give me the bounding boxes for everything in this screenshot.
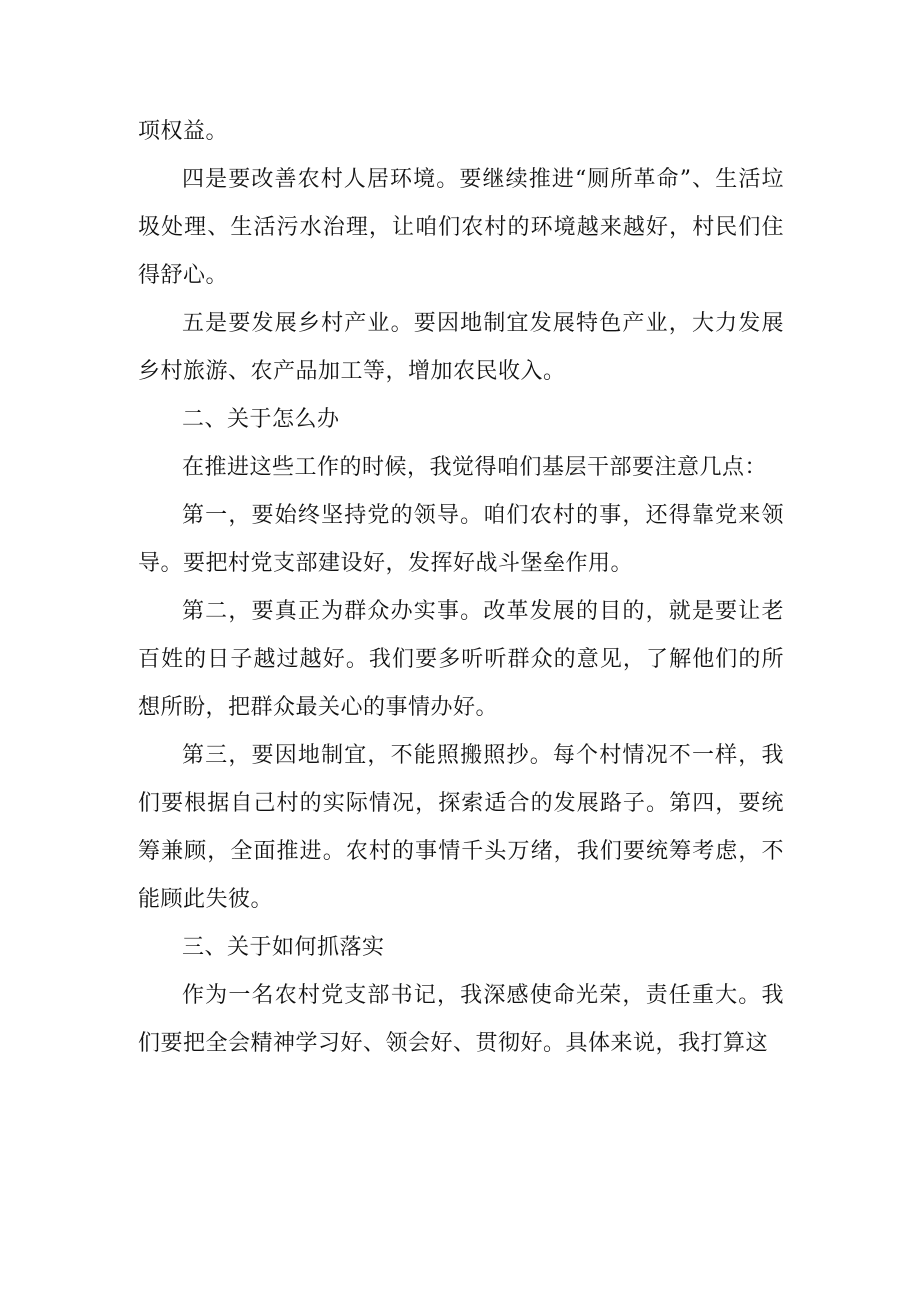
paragraph-living-environment: 四是要改善农村人居环境。要继续推进“厕所革命”、生活垃圾处理、生活污水治理，让咱们农村的环境越来越好，村民们住得舒心。 [138, 167, 784, 288]
paragraph-continuation: 项权益。 [138, 119, 229, 144]
paragraph-point-three-four: 第三，要因地制宜，不能照搬照抄。每个村情况不一样，我们要根据自己村的实际情况，探索适合的发展路子。第四，要统筹兼顾，全面推进。农村的事情千头万绪，我们要统筹考虑，不能顾此失彼。 [138, 743, 784, 912]
section-heading-implementation: 三、关于如何抓落实 [182, 935, 385, 960]
paragraph-rural-industry: 五是要发展乡村产业。要因地制宜发展特色产业，大力发展乡村旅游、农产品加工等，增加农民收入。 [138, 311, 784, 384]
document-body [138, 108, 784, 1068]
paragraph-point-one: 第一，要始终坚持党的领导。咱们农村的事，还得靠党来领导。要把村党支部建设好，发挥好战斗堡垒作用。 [138, 503, 784, 576]
paragraph-point-two: 第二，要真正为群众办实事。改革发展的目的，就是要让老百姓的日子越过越好。我们要多听听群众的意见，了解他们的所想所盼，把群众最关心的事情办好。 [138, 599, 784, 720]
paragraph-intro-points: 在推进这些工作的时候，我觉得咱们基层干部要注意几点： [182, 455, 768, 480]
paragraph-implementation: 作为一名农村党支部书记，我深感使命光荣，责任重大。我们要把全会精神学习好、领会好、贯彻好。具体来说，我打算这 [138, 983, 784, 1056]
section-heading-how: 二、关于怎么办 [182, 407, 340, 432]
